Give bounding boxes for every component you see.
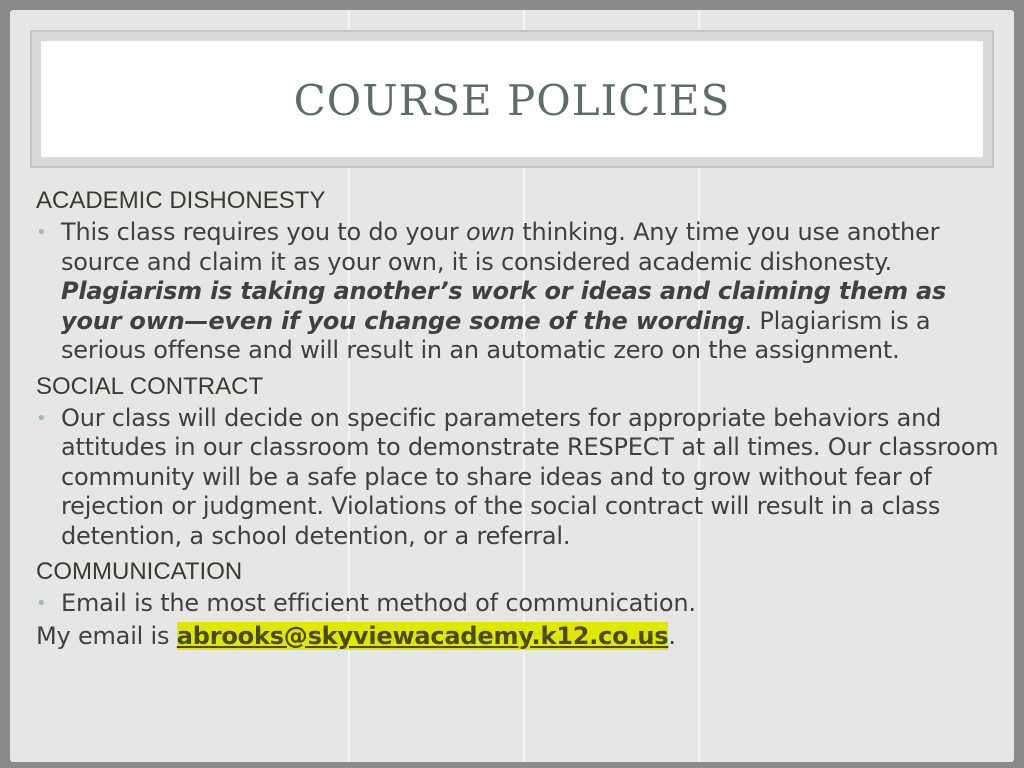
bullet-text: Our class will decide on specific parameters for appropriate behaviors and attitudes in our classroom to demonstrate RESPECT at all times. Our classroom community will be a safe place to share ideas and to grow without fear of rejection or judgment. Violations of the social contract will result in a class detention, a school detention, or a referral. <box>61 403 999 550</box>
bullet-academic-dishonesty <box>36 218 1004 366</box>
email-suffix: . <box>668 621 676 650</box>
bullet-text: . Plagiarism is a serious offense and will result in an automatic zero on the assignment. <box>61 306 931 364</box>
bullet-text: Email is the most efficient method of communication. <box>61 589 696 617</box>
title-panel <box>41 41 983 157</box>
slide-body <box>36 186 1004 651</box>
bullet-icon: • <box>36 407 47 429</box>
title-frame <box>30 30 994 168</box>
slide-title: COURSE POLICIES <box>293 75 731 125</box>
bullet-communication <box>36 589 1004 619</box>
plagiarism-definition: Plagiarism is taking another’s work or ideas and claiming them as your own—even if you change some of the wording <box>61 277 947 335</box>
bullet-text-italic: own <box>465 218 515 246</box>
bullet-social-contract <box>36 404 1004 552</box>
slide <box>10 10 1014 762</box>
bullet-text: thinking. Any time you use another source and claim it as your own, it is considered academic dishonesty. <box>61 218 940 276</box>
email-link[interactable]: abrooks@skyviewacademy.k12.co.us <box>176 621 669 650</box>
bullet-icon: • <box>36 222 47 243</box>
section-heading-social-contract: SOCIAL CONTRACT <box>36 372 264 400</box>
section-heading-academic-dishonesty: ACADEMIC DISHONESTY <box>36 187 326 214</box>
bullet-icon: • <box>36 593 47 614</box>
bullet-text: This class requires you to do your <box>61 218 466 246</box>
section-heading-communication: COMMUNICATION <box>36 558 243 585</box>
email-line <box>36 622 1004 652</box>
email-prefix: My email is <box>36 621 177 650</box>
